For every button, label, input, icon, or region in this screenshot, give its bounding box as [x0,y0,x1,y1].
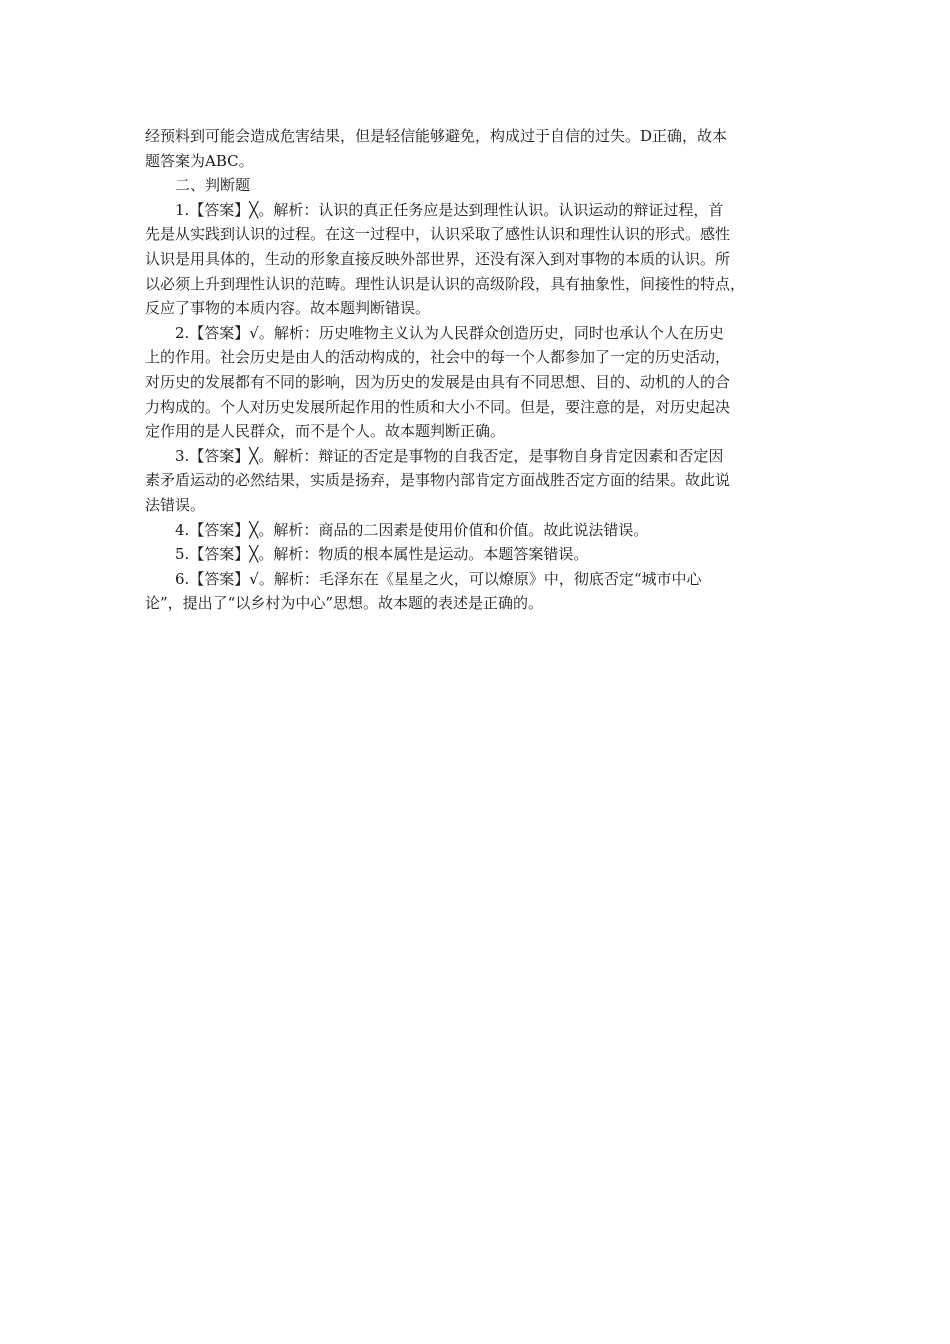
answer-item-line: 反应了事物的本质内容。故本题判断错误。 [145,299,431,318]
answer-item-line: 力构成的。个人对历史发展所起作用的性质和大小不同。但是，要注意的是，对历史起决 [145,397,731,416]
answer-item-3 [145,444,807,518]
section-heading: 二、判断题 [175,176,251,195]
answer-item-1 [145,198,807,321]
answer-item-line: 2.【答案】√。解析：历史唯物主义认为人民群众创造历史，同时也承认个人在历史 [175,323,724,342]
answer-item-line: 认识是用具体的，生动的形象直接反映外部世界，还没有深入到对事物的本质的认识。所 [145,249,731,268]
answer-item-4 [145,518,807,543]
answer-item-2 [145,321,807,444]
answer-item-line: 定作用的是人民群众，而不是个人。故本题判断正确。 [145,422,506,441]
answer-item-line: 先是从实践到认识的过程。在这一过程中，认识采取了感性认识和理性认识的形式。感性 [145,225,731,244]
answer-item-line: 1.【答案】╳。解析：认识的真正任务应是达到理性认识。认识运动的辩证过程，首 [175,200,724,219]
document-page [145,124,807,616]
answer-item-line: 素矛盾运动的必然结果，实质是扬弃，是事物内部肯定方面战胜否定方面的结果。故此说 [145,471,731,490]
intro-paragraph [145,124,807,173]
answer-item-line: 法错误。 [145,495,206,514]
intro-line: 经预料到可能会造成危害结果，但是轻信能够避免，构成过于自信的过失。D正确，故本 [145,127,728,145]
answer-item-line: 论”，提出了“以乡村为中心”思想。故本题的表述是正确的。 [145,594,544,613]
answer-item-6 [145,567,807,616]
answer-item-line: 5.【答案】╳。解析：物质的根本属性是运动。本题答案错误。 [175,545,589,564]
answer-item-line: 6.【答案】√。解析：毛泽东在《星星之火，可以燎原》中，彻底否定“城市中心 [175,569,702,588]
answer-item-line: 3.【答案】╳。解析：辩证的否定是事物的自我否定，是事物自身肯定因素和否定因 [175,446,724,465]
answer-item-line: 4.【答案】╳。解析：商品的二因素是使用价值和价值。故此说法错误。 [175,520,649,539]
answer-item-5 [145,542,807,567]
answer-item-line: 对历史的发展都有不同的影响，因为历史的发展是由具有不同思想、目的、动机的人的合 [145,372,731,391]
intro-line: 题答案为ABC。 [145,151,254,170]
answer-item-line: 以必须上升到理性认识的范畴。理性认识是认识的高级阶段，具有抽象性，间接性的特点， [145,274,746,293]
answer-item-line: 上的作用。社会历史是由人的活动构成的，社会中的每一个人都参加了一定的历史活动， [145,348,731,367]
